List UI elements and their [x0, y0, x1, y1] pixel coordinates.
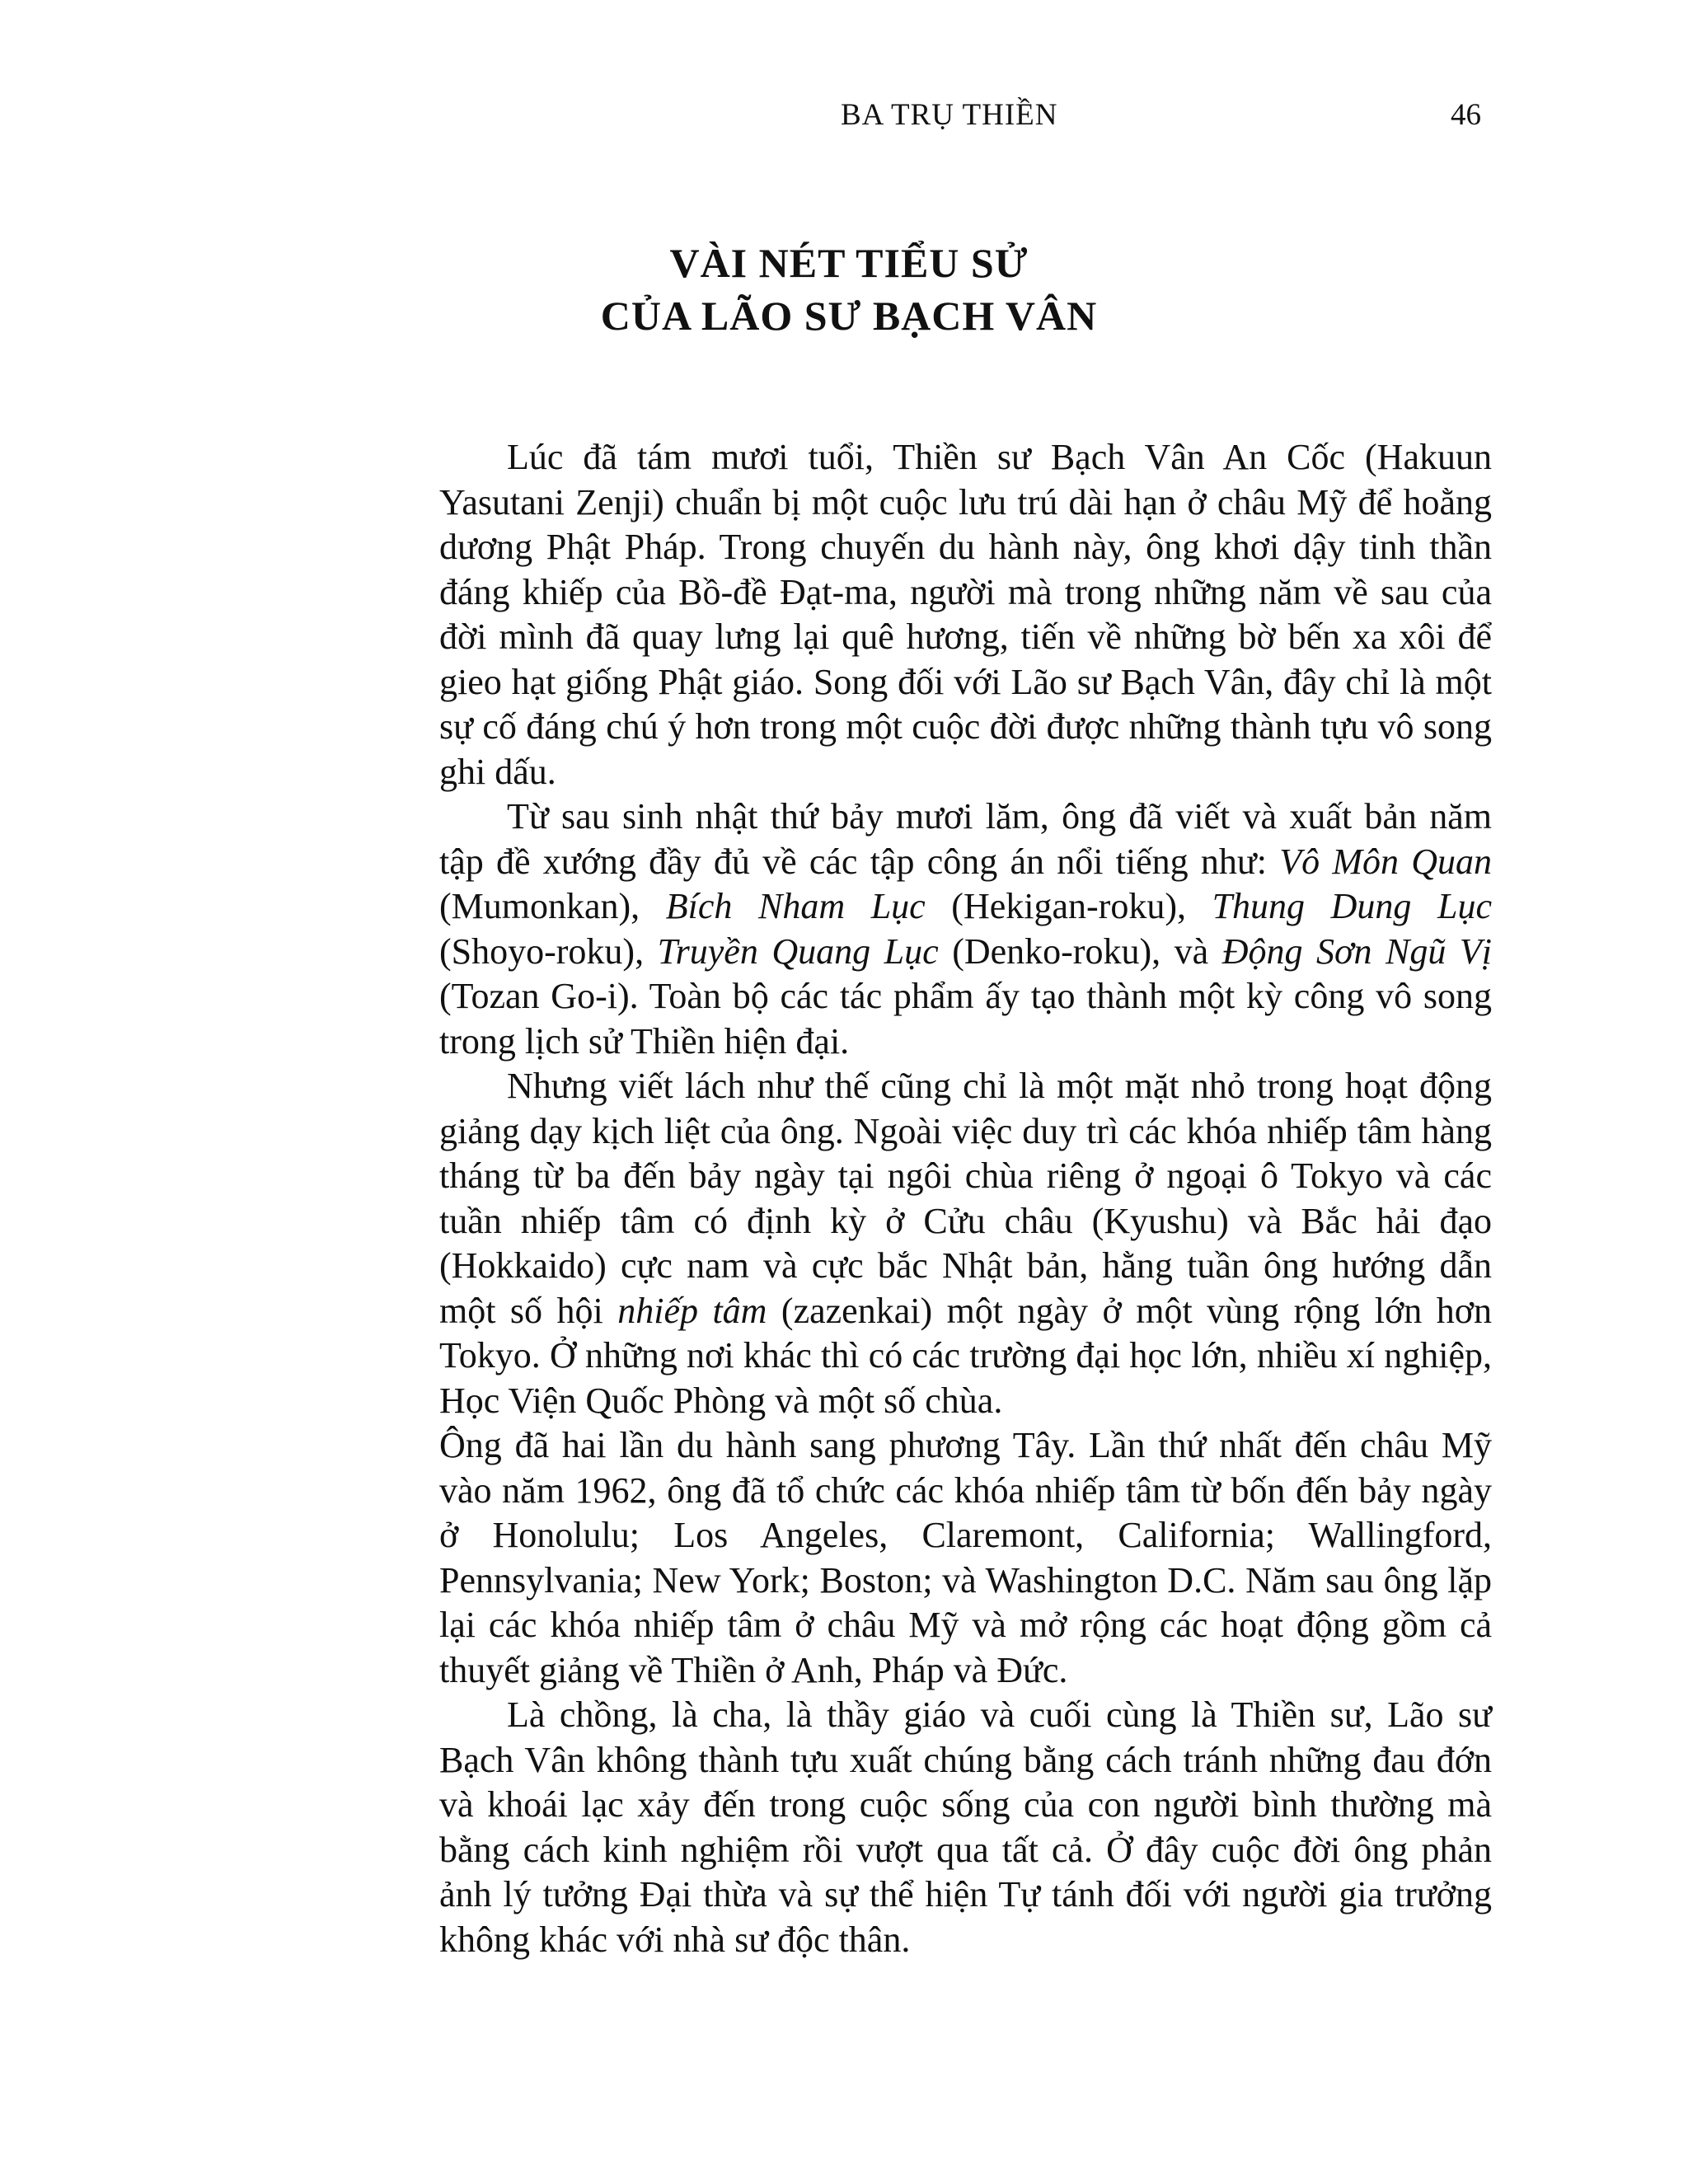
paragraph-2-text: (Mumonkan),: [439, 886, 666, 926]
paragraph-4: Ông đã hai lần du hành sang phương Tây. Lần thứ nhất đến châu Mỹ vào năm 1962, ông đã tổ chức các khóa nhiếp tâm từ bốn đến bảy ngày ở Honolulu; Los Angeles, Claremont, California; Wallingford, Pennsylvania; New York; Boston; và Washington D.C. Năm sau ông lặp lại các khóa nhiếp tâm ở châu Mỹ và mở rộng các hoạt động gồm cả thuyết giảng về Thiền ở Anh, Pháp và Đức.: [439, 1425, 1492, 1690]
page-number: 46: [1451, 98, 1481, 132]
work-title-shoyo-roku: Thung Dung Lục: [1212, 886, 1493, 926]
work-title-tozan-go-i: Động Sơn Ngũ Vị: [1221, 930, 1492, 972]
paragraph-2-text: (Denko-roku), và: [938, 930, 1222, 972]
chapter-title-line-2: CỦA LÃO SƯ BẠCH VÂN: [600, 293, 1098, 339]
work-title-denko-roku: Truyền Quang Lục: [657, 930, 939, 972]
running-header-title: BA TRỤ THIỀN: [841, 98, 1058, 132]
paragraph-5: Là chồng, là cha, là thầy giáo và cuối cùng là Thiền sư, Lão sư Bạch Vân không thành tựu xuất chúng bằng cách tránh những đau đớn và khoái lạc xảy đến trong cuộc sống của con người bình thường mà bằng cách kinh nghiệm rồi vượt qua tất cả. Ở đây cuộc đời ông phản ảnh lý tưởng Đại thừa và sự thể hiện Tự tánh đối với người gia trưởng không khác với nhà sư độc thân.: [439, 1694, 1492, 1960]
paragraph-2: [439, 794, 1492, 1064]
paragraph-2-text: (Shoyo-roku),: [439, 930, 658, 972]
term-nhiep-tam: nhiếp tâm: [617, 1290, 767, 1331]
paragraph-3: [439, 1064, 1492, 1423]
chapter-title-line-1: VÀI NÉT TIỂU SỬ: [669, 240, 1029, 286]
paragraph-2-text: Từ sau sinh nhật thứ bảy mươi lăm, ông đã viết và xuất bản năm tập đề xướng đầy đủ về các tập công án nổi tiếng như:: [439, 796, 1492, 882]
paragraph-1: Lúc đã tám mươi tuổi, Thiền sư Bạch Vân An Cốc (Hakuun Yasutani Zenji) chuẩn bị một cuộc lưu trú dài hạn ở châu Mỹ để hoằng dương Phật Pháp. Trong chuyến du hành này, ông khơi dậy tinh thần đáng khiếp của Bồ-đề Đạt-ma, người mà trong những năm về sau của đời mình đã quay lưng lại quê hương, tiến về những bờ bến xa xôi để gieo hạt giống Phật giáo. Song đối với Lão sư Bạch Vân, đây chỉ là một sự cố đáng chú ý hơn trong một cuộc đời được những thành tựu vô song ghi dấu.: [439, 437, 1492, 792]
paragraph-3-text: (zazenkai) một ngày ở một vùng rộng lớn hơn Tokyo. Ở những nơi khác thì có các trường đại học lớn, nhiều xí nghiệp, Học Viện Quốc Phòng và một số chùa.: [439, 1290, 1492, 1421]
paragraph-2-text: (Tozan Go-i). Toàn bộ các tác phẩm ấy tạo thành một kỳ công vô song trong lịch sử Thiền hiện đại.: [439, 976, 1492, 1062]
work-title-mumonkan: Vô Môn Quan: [1279, 841, 1492, 882]
work-title-hekigan-roku: Bích Nham Lục: [665, 886, 926, 926]
paragraph-2-text: (Hekigan-roku),: [925, 886, 1212, 926]
paragraph-3-text: Nhưng viết lách như thế cũng chỉ là một mặt nhỏ trong hoạt động giảng dạy kịch liệt của ông. Ngoài việc duy trì các khóa nhiếp tâm hàng tháng từ ba đến bảy ngày tại ngôi chùa riêng ở ngoại ô Tokyo và các tuần nhiếp tâm có định kỳ ở Cửu châu (Kyushu) và Bắc hải đạo (Hokkaido) cực nam và cực bắc Nhật bản, hằng tuần ông hướng dẫn một số hội: [439, 1066, 1492, 1331]
body-text: [439, 435, 1492, 1962]
